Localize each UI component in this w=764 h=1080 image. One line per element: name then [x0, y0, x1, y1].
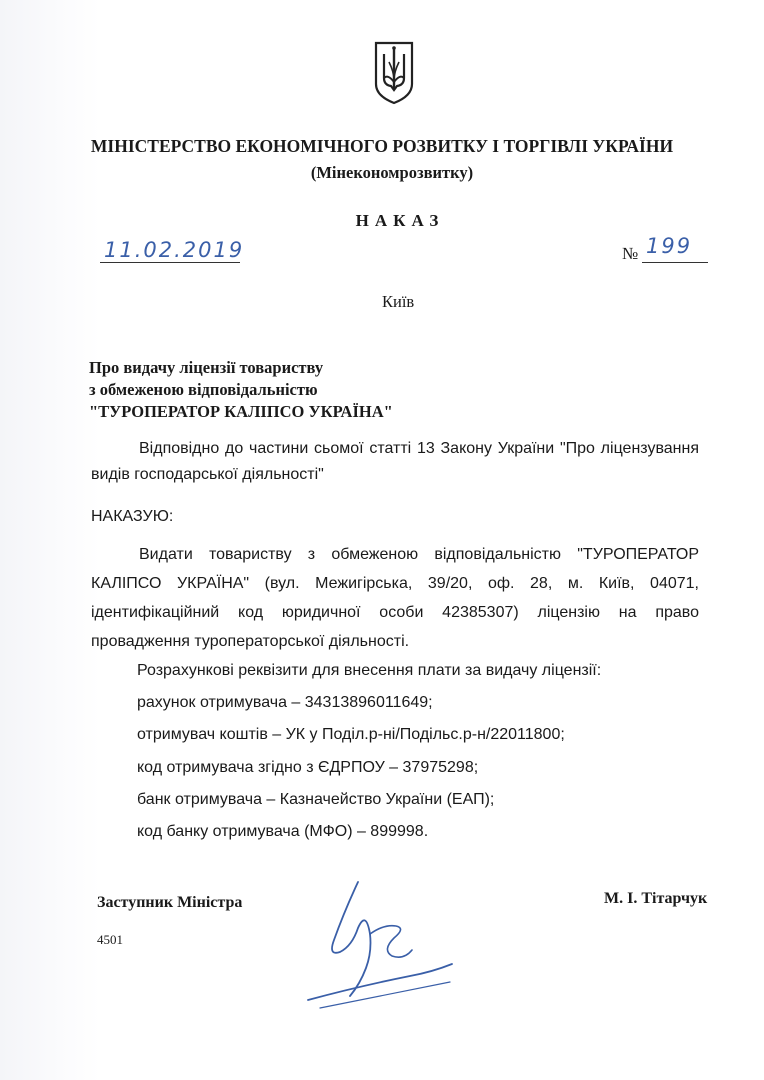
number-sign: № [622, 244, 639, 263]
payment-detail-line: рахунок отримувача – 34313896011649; [137, 694, 433, 711]
payment-detail-line: код банку отримувача (МФО) – 899998. [137, 823, 429, 840]
order-subject [89, 357, 393, 423]
payment-detail-line: банк отримувача – Казначейство України (ЕАП); [137, 791, 495, 808]
date-underline [100, 262, 240, 263]
number-underline [642, 262, 708, 263]
subject-line: Про видачу ліцензії товариству [89, 358, 324, 377]
ministry-short-name: (Мінекономрозвитку) [310, 163, 474, 182]
order-paragraph: Видати товариству з обмеженою відповідальністю "ТУРОПЕРАТОР КАЛІПСО УКРАЇНА" (вул. Межигірська, 39/20, оф. 28, м. Київ, 04071, ідентифікаційний код юридичної особи 42385307) ліцензію на право провадження туроператорської діяльності. [91, 546, 699, 650]
ministry-name: МІНІСТЕРСТВО ЕКОНОМІЧНОГО РОЗВИТКУ І ТОРГІВЛІ УКРАЇНИ [90, 136, 674, 156]
signatory-position: Заступник Міністра [97, 894, 243, 911]
subject-line: з обмеженою відповідальністю [89, 380, 318, 399]
order-word: НАКАЗУЮ: [91, 508, 174, 525]
city: Київ [382, 292, 415, 311]
handwritten-number: 199 [646, 234, 693, 258]
payment-detail-line: отримувач коштів – УК у Поділ.р-ні/Подільс.р-н/22011800; [137, 726, 565, 743]
document-type: НАКАЗ [355, 211, 445, 230]
registration-number: 4501 [97, 932, 123, 947]
subject-line: "ТУРОПЕРАТОР КАЛІПСО УКРАЇНА" [89, 402, 393, 421]
scan-shadow [0, 0, 100, 1080]
payment-detail-line: код отримувача згідно з ЄДРПОУ – 37975298; [137, 759, 479, 776]
signatory-name: М. І. Тітарчук [604, 890, 708, 907]
legal-basis-paragraph: Відповідно до частини сьомої статті 13 Закону України "Про ліцензування видів господарської діяльності" [91, 440, 699, 483]
handwritten-date: 11.02.2019 [104, 238, 245, 262]
handwritten-signature [300, 872, 460, 1017]
payment-details-title: Розрахункові реквізити для внесення плати за видачу ліцензії: [137, 662, 602, 679]
coat-of-arms-icon [372, 40, 416, 106]
